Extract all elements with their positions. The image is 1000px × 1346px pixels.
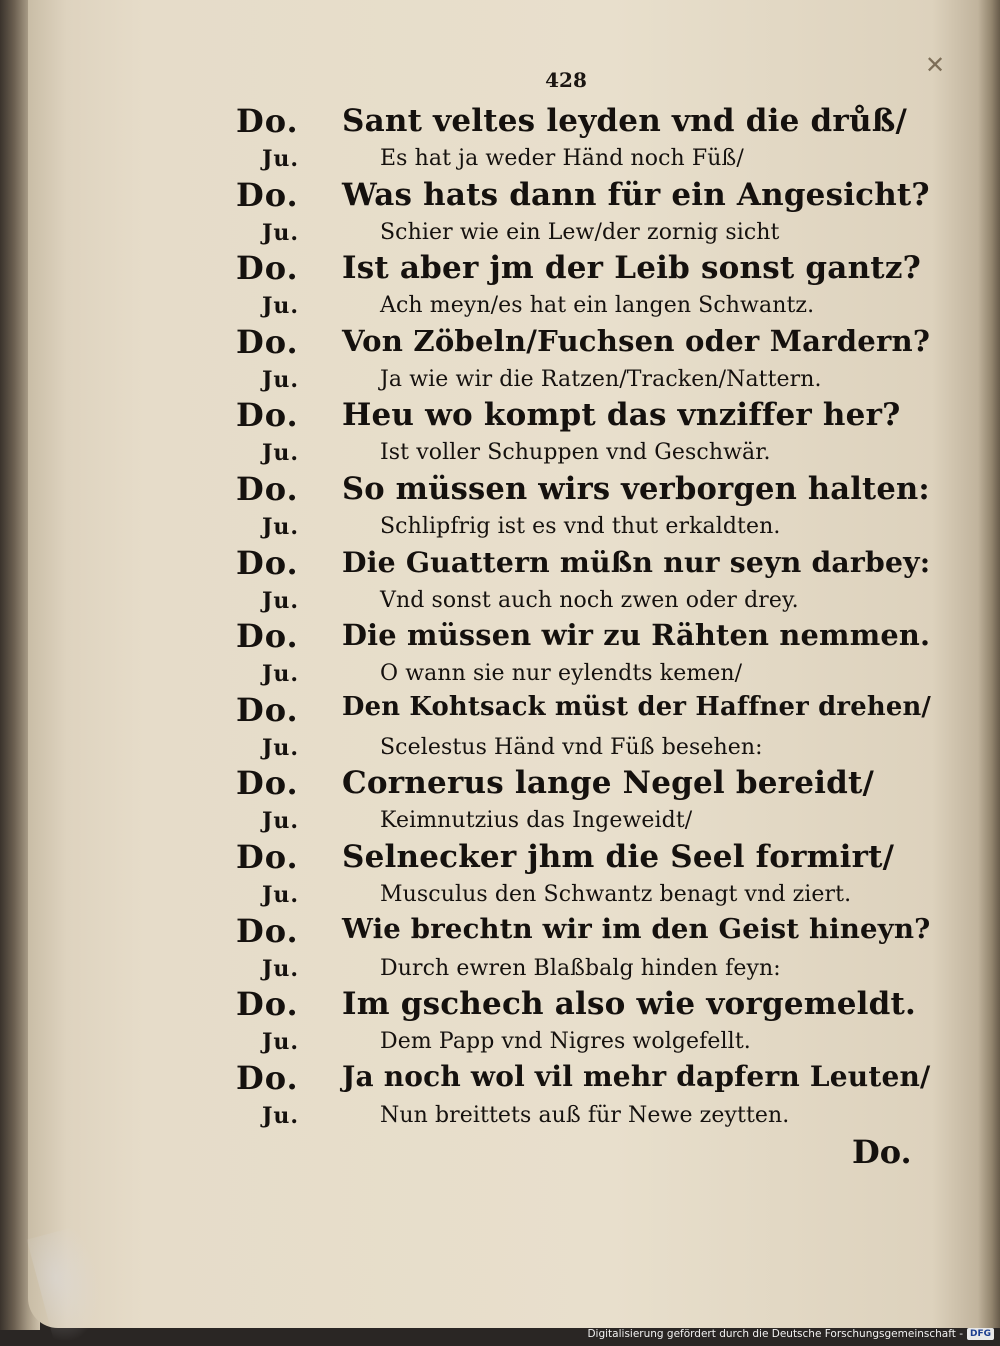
verse-text: Selnecker jhm die Seel formirt/: [342, 839, 895, 875]
dialogue-line: [0, 470, 1000, 508]
dialogue-line: [0, 1059, 1000, 1097]
dialogue-line: [0, 249, 1000, 287]
dialogue-line: [0, 212, 1000, 250]
dialogue-line: [0, 506, 1000, 544]
corner-mark: ✕: [924, 51, 946, 79]
verse-text: Vnd sonst auch noch zwen oder drey.: [380, 587, 799, 613]
dfg-logo: DFG: [967, 1328, 994, 1340]
verse-text: Ach meyn/es hat ein langen Schwantz.: [380, 293, 815, 319]
speaker-label: Ju.: [262, 808, 300, 835]
speaker-label: Do.: [236, 249, 299, 288]
speaker-label: Do.: [236, 838, 299, 876]
dialogue-line: [0, 653, 1000, 691]
speaker-label: Do.: [236, 617, 299, 656]
verse-text: Die müssen wir zu Rähten nemmen.: [342, 618, 931, 653]
speaker-label: Do.: [236, 1058, 299, 1097]
speaker-label: Ju.: [262, 146, 300, 172]
dialogue-line: [0, 176, 1000, 214]
dialogue-line: [0, 691, 1000, 729]
speaker-label: Ju.: [262, 440, 300, 467]
speaker-label: Do.: [236, 764, 299, 803]
speaker-label: Ju.: [262, 661, 300, 688]
verse-text: Schlipfrig ist es vnd thut erkaldten.: [380, 514, 781, 539]
dialogue-line: [0, 396, 1000, 434]
dialogue-line: [0, 1021, 1000, 1059]
speaker-label: Do.: [236, 985, 299, 1024]
speaker-label: Do.: [236, 175, 299, 214]
page-number: 428: [545, 68, 587, 92]
dialogue-line: [0, 874, 1000, 912]
dialogue-line: [0, 323, 1000, 361]
speaker-label: Ju.: [262, 293, 300, 320]
dialogue-line: [0, 800, 1000, 838]
speaker-label: Ju.: [262, 882, 300, 908]
verse-text: So müssen wirs verborgen halten:: [342, 471, 930, 507]
catchword: Do.: [852, 1133, 912, 1171]
digitization-credit: [587, 1328, 994, 1340]
speaker-label: Ju.: [262, 219, 300, 246]
dialogue-line: [0, 948, 1000, 986]
speaker-label: Do.: [236, 322, 299, 361]
dialogue-line: [0, 102, 1000, 140]
verse-text: Schier wie ein Lew/der zornig sicht: [380, 219, 780, 245]
verse-text: Heu wo kompt das vnziffer her?: [342, 397, 901, 434]
dialogue-line: [0, 359, 1000, 397]
dialogue-line: [0, 838, 1000, 876]
verse-text: Es hat ja weder Händ noch Füß/: [380, 146, 744, 171]
verse-text: Sant veltes leyden vnd die drůß/: [342, 103, 907, 139]
speaker-label: Do.: [236, 470, 299, 508]
verse-text: Im gschech also wie vorgemeldt.: [342, 986, 917, 1023]
speaker-label: Ju.: [262, 587, 300, 614]
speaker-label: Do.: [236, 911, 299, 950]
dialogue-line: [0, 1095, 1000, 1133]
dialogue-line: [0, 617, 1000, 655]
speaker-label: Ju.: [262, 514, 300, 540]
verse-text: Von Zöbeln/Fuchsen oder Mardern?: [342, 323, 931, 358]
credit-text: Digitalisierung gefördert durch die Deutsche Forschungsgemeinschaft -: [587, 1328, 963, 1340]
speaker-label: Do.: [236, 543, 299, 582]
verse-text: Ja noch wol vil mehr dapfern Leuten/: [342, 1059, 931, 1093]
verse-text: Dem Papp vnd Nigres wolgefellt.: [380, 1029, 751, 1055]
verse-text: Cornerus lange Negel bereidt/: [342, 765, 875, 802]
verse-text: Ist aber jm der Leib sonst gantz?: [342, 250, 921, 287]
dialogue-line: [0, 580, 1000, 618]
verse-text: Nun breittets auß für Newe zeytten.: [380, 1102, 790, 1128]
speaker-label: Do.: [236, 690, 299, 729]
speaker-label: Ju.: [262, 366, 300, 393]
dialogue-line: [0, 912, 1000, 950]
dialogue-line: [0, 727, 1000, 765]
dialogue-line: [0, 285, 1000, 323]
verse-text: Ja wie wir die Ratzen/Tracken/Nattern.: [380, 366, 822, 392]
verse-text: Wie brechtn wir im den Geist hineyn?: [342, 912, 931, 945]
dialogue-line: [0, 138, 1000, 176]
verse-text: Musculus den Schwantz benagt vnd ziert.: [380, 882, 852, 907]
speaker-label: Do.: [236, 396, 299, 435]
verse-text: Den Kohtsack müst der Haffner drehen/: [342, 691, 932, 722]
verse-text: O wann sie nur eylendts kemen/: [380, 661, 743, 687]
speaker-label: Ju.: [262, 734, 300, 761]
dialogue-line: [0, 544, 1000, 582]
speaker-label: Ju.: [262, 1102, 300, 1129]
dialogue-line: [0, 985, 1000, 1023]
speaker-label: Do.: [236, 102, 299, 140]
speaker-label: Ju.: [262, 955, 300, 982]
verse-text: Die Guattern müßn nur seyn darbey:: [342, 544, 931, 579]
verse-text: Was hats dann für ein Angesicht?: [342, 176, 930, 213]
verse-text: Ist voller Schuppen vnd Geschwär.: [380, 440, 771, 466]
verse-text: Keimnutzius das Ingeweidt/: [380, 808, 693, 834]
verse-text: Durch ewren Blaßbalg hinden feyn:: [380, 955, 781, 981]
verse-text: Scelestus Händ vnd Füß besehen:: [380, 734, 763, 760]
dialogue-line: [0, 764, 1000, 802]
speaker-label: Ju.: [262, 1029, 300, 1056]
dialogue-line: [0, 432, 1000, 470]
